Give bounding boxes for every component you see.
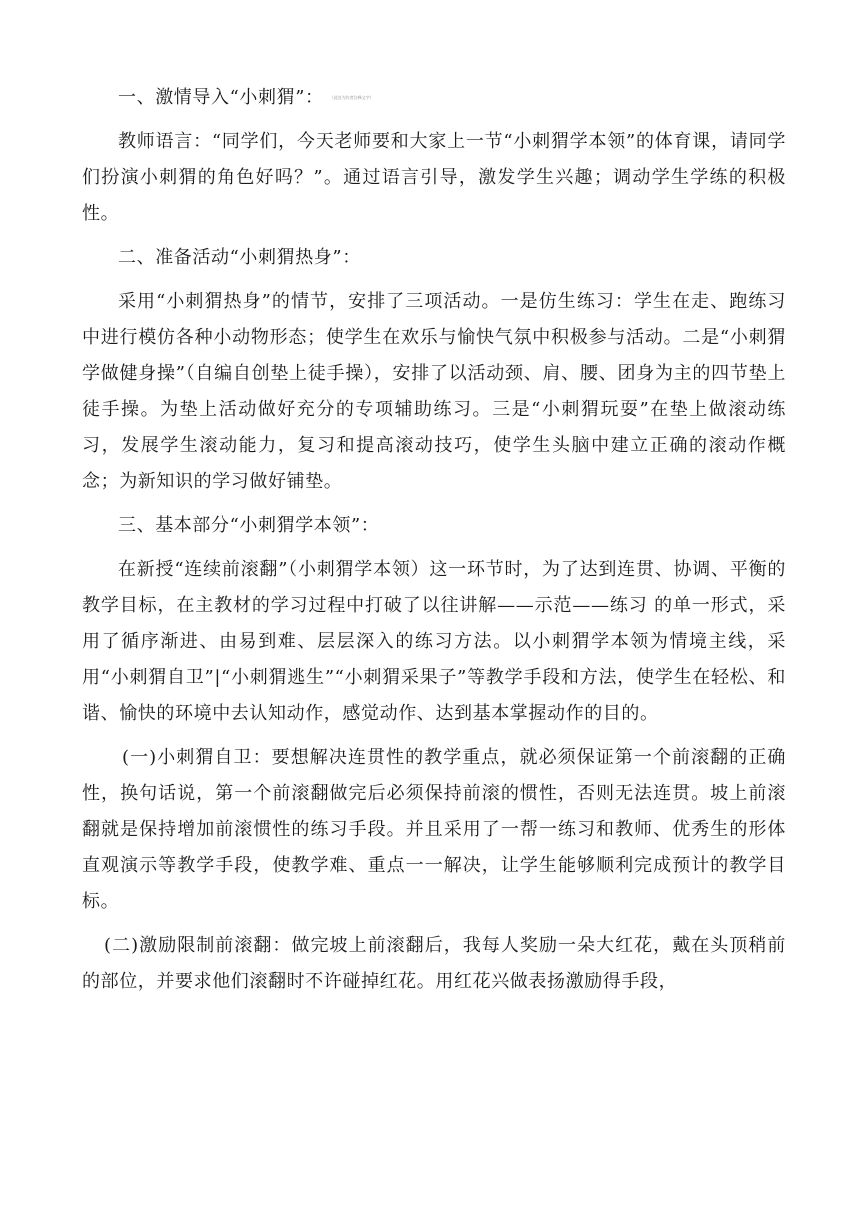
section-2-body: 采用“小刺猬热身”的情节，安排了三项活动。一是仿生练习：学生在走、跑练习中进行模仿各种小动物形态；使学生在欢乐与愉快气氛中积极参与活动。二是“小刺猬学做健身操”（自编自创垫上徒手操），安排了以活动颈、肩、腰、团身为主的四节垫上徒手操。为垫上活动做好充分的专项辅助练习。三是“小刺猬玩耍”在垫上做滚动练习，发展学生滚动能力，复习和提高滚动技巧，使学生头脑中建立正确的滚动作概念；为新知识的学习做好铺垫。 xyxy=(82,291,786,492)
section-1-heading-text: 一、激情导入“小刺猬”： xyxy=(118,87,324,108)
section-1-body: 教师语言：“同学们，今天老师要和大家上一节“小刺猬学本领”的体育课，请同学们扮演小刺猬的角色好吗？”。通过语言引导，激发学生兴趣；调动学生学练的积极性。 xyxy=(82,131,786,224)
document-content xyxy=(82,80,786,1000)
tiny-annotation: （此处为作者注释文字） xyxy=(329,95,374,100)
subsection-2-body: (二)激励限制前滚翻：做完坡上前滚翻后，我每人奖励一朵大红花，戴在头顶稍前的部位，并要求他们滚翻时不许碰掉红花。用红花兴做表扬激励得手段， xyxy=(82,935,786,992)
section-1-heading xyxy=(82,80,786,116)
subsection-1-body: (一)小刺猬自卫：要想解决连贯性的教学重点，就必须保证第一个前滚翻的正确性，换句话说，第一个前滚翻做完后必须保持前滚的惯性，否则无法连贯。坡上前滚翻就是保持增加前滚惯性的练习手段。并且采用了一帮一练习和教师、优秀生的形体直观演示等教学手段，使教学难、重点一一解决，让学生能够顺利完成预计的教学目标。 xyxy=(82,747,786,912)
section-3-body: 在新授“连续前滚翻”（小刺猬学本领）这一环节时，为了达到连贯、协调、平衡的教学目标，在主教材的学习过程中打破了以往讲解——示范——练习 的单一形式，采用了循序渐进、由易到难、层层深入的练习方法。以小刺猬学本领为情境主线，采用“小刺猬自卫”|“小刺猬逃生”“小刺猬采果子”等教学手段和方法，使学生在轻松、和谐、愉快的环境中去认知动作，感觉动作、达到基本掌握动作的目的。 xyxy=(82,559,786,724)
section-2-heading: 二、准备活动“小刺猬热身”： xyxy=(118,247,361,268)
section-3-heading: 三、基本部分“小刺猬学本领”： xyxy=(118,515,380,536)
